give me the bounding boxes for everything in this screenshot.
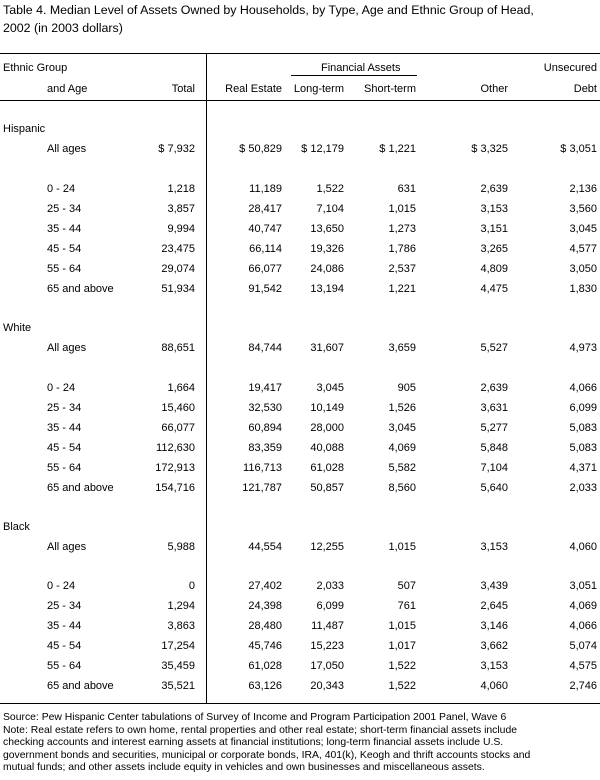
cell-long-term: 40,088	[310, 442, 344, 454]
row-label: 55 - 64	[47, 660, 82, 672]
table-title	[3, 1, 597, 37]
cell-debt: 5,074	[569, 640, 597, 652]
table-row	[0, 283, 600, 299]
row-label: All ages	[47, 541, 87, 553]
cell-short-term: 1,221	[388, 283, 416, 295]
cell-total: 35,459	[161, 660, 195, 672]
cell-short-term: 3,659	[388, 342, 416, 354]
cell-long-term: 13,194	[310, 283, 344, 295]
row-label: 65 and above	[47, 283, 114, 295]
row-label: 45 - 54	[47, 442, 82, 454]
cell-other: 2,639	[480, 382, 508, 394]
header-ethnic-group: Ethnic Group	[3, 62, 68, 74]
cell-real-estate: 63,126	[248, 680, 282, 692]
cell-total: 1,664	[167, 382, 195, 394]
cell-real-estate: 61,028	[248, 660, 282, 672]
cell-short-term: 1,015	[388, 203, 416, 215]
cell-total: 0	[188, 580, 195, 592]
cell-other: 3,153	[480, 660, 508, 672]
cell-total: 3,863	[167, 620, 195, 632]
cell-real-estate: 28,480	[248, 620, 282, 632]
cell-debt: 1,830	[569, 283, 597, 295]
cell-total: 3,857	[167, 203, 195, 215]
cell-short-term: 1,015	[388, 620, 416, 632]
cell-other: 3,439	[480, 580, 508, 592]
cell-total: 17,254	[161, 640, 195, 652]
row-label: 0 - 24	[47, 580, 76, 592]
cell-debt: 4,066	[569, 382, 597, 394]
financial-assets-rule	[291, 75, 417, 76]
group-label-black: Black	[3, 521, 30, 533]
cell-long-term: $ 12,179	[301, 143, 344, 155]
cell-debt: 4,060	[569, 541, 597, 553]
note-line: government bonds and securities, municipal or corporate bonds, IRA, 401(k), Keogh and thrift accounts stocks and	[3, 749, 531, 761]
header-short-term: Short-term	[364, 83, 416, 95]
cell-debt: 5,083	[569, 422, 597, 434]
row-label: 65 and above	[47, 680, 114, 692]
cell-other: 3,151	[480, 223, 508, 235]
cell-long-term: 11,487	[311, 620, 344, 632]
cell-real-estate: 83,359	[248, 442, 282, 454]
cell-debt: 4,371	[569, 462, 597, 474]
table-row	[0, 640, 600, 656]
cell-long-term: 13,650	[310, 223, 344, 235]
cell-short-term: 1,015	[388, 541, 416, 553]
table-row	[0, 203, 600, 219]
cell-real-estate: 24,398	[248, 600, 282, 612]
cell-real-estate: 40,747	[248, 223, 282, 235]
table-row	[0, 482, 600, 498]
cell-debt: $ 3,051	[560, 143, 597, 155]
row-label: 35 - 44	[47, 620, 82, 632]
table-row	[0, 580, 600, 596]
cell-long-term: 12,255	[310, 541, 344, 553]
note-line: Note: Real estate refers to own home, rental properties and other real estate; short-term financial assets include	[3, 724, 518, 736]
cell-real-estate: 121,787	[242, 482, 282, 494]
cell-long-term: 50,857	[310, 482, 344, 494]
cell-short-term: 1,017	[388, 640, 416, 652]
row-label: 35 - 44	[47, 223, 82, 235]
cell-short-term: 5,582	[388, 462, 416, 474]
cell-total: $ 7,932	[158, 143, 195, 155]
table-row	[0, 223, 600, 239]
cell-long-term: 6,099	[316, 600, 344, 612]
cell-long-term: 2,033	[316, 580, 344, 592]
cell-total: 9,994	[167, 223, 195, 235]
cell-short-term: 1,786	[388, 243, 416, 255]
title-line-2: 2002 (in 2003 dollars)	[3, 21, 123, 35]
note-line: checking accounts and interest earning assets at financial institutions; long-term financial assets include U.S.	[3, 737, 504, 748]
cell-long-term: 28,000	[310, 422, 344, 434]
cell-total: 1,294	[167, 600, 195, 612]
table-row	[0, 600, 600, 616]
top-rule	[0, 53, 600, 54]
cell-other: 3,153	[480, 541, 508, 553]
row-label: 65 and above	[47, 482, 114, 494]
cell-short-term: 8,560	[388, 482, 416, 494]
table-row	[0, 243, 600, 259]
cell-short-term: 507	[397, 580, 416, 592]
bottom-rule	[0, 703, 600, 704]
group-label-hispanic: Hispanic	[3, 123, 46, 135]
row-label: 55 - 64	[47, 462, 82, 474]
table-row	[0, 183, 600, 199]
row-label: 0 - 24	[47, 183, 76, 195]
cell-long-term: 61,028	[310, 462, 344, 474]
cell-short-term: 1,522	[388, 660, 416, 672]
cell-other: 5,277	[480, 422, 508, 434]
cell-debt: 3,045	[569, 223, 597, 235]
row-label: 0 - 24	[47, 382, 76, 394]
cell-total: 154,716	[155, 482, 195, 494]
table-row	[0, 382, 600, 398]
cell-short-term: 4,069	[388, 442, 416, 454]
cell-total: 23,475	[161, 243, 195, 255]
table-row	[0, 342, 600, 358]
cell-debt: 3,560	[569, 203, 597, 215]
cell-real-estate: 32,530	[248, 402, 282, 414]
cell-other: 2,645	[480, 600, 508, 612]
cell-debt: 4,069	[569, 600, 597, 612]
cell-other: $ 3,325	[471, 143, 508, 155]
table-row	[0, 680, 600, 696]
cell-real-estate: 66,077	[248, 263, 282, 275]
cell-other: 4,060	[480, 680, 508, 692]
title-line-1: Table 4. Median Level of Assets Owned by Households, by Type, Age and Ethnic Group of Head,	[3, 3, 534, 17]
cell-debt: 2,033	[569, 482, 597, 494]
cell-long-term: 3,045	[316, 382, 344, 394]
table-row	[0, 263, 600, 279]
cell-long-term: 24,086	[310, 263, 344, 275]
cell-total: 1,218	[167, 183, 195, 195]
cell-real-estate: 91,542	[248, 283, 282, 295]
row-label: 45 - 54	[47, 243, 82, 255]
cell-short-term: 905	[397, 382, 416, 394]
cell-long-term: 31,607	[310, 342, 344, 354]
cell-other: 5,527	[480, 342, 508, 354]
note-line: mutual funds; and other assets include equity in vehicles and own businesses and miscellaneous assets.	[3, 762, 485, 773]
table-row	[0, 462, 600, 478]
cell-total: 5,988	[167, 541, 195, 553]
cell-real-estate: 45,746	[248, 640, 282, 652]
cell-short-term: $ 1,221	[379, 143, 416, 155]
cell-other: 7,104	[480, 462, 508, 474]
cell-total: 51,934	[161, 283, 195, 295]
cell-other: 3,146	[480, 620, 508, 632]
cell-debt: 3,050	[569, 263, 597, 275]
header-other: Other	[480, 83, 508, 95]
cell-real-estate: $ 50,829	[239, 143, 282, 155]
cell-short-term: 1,273	[388, 223, 416, 235]
table-row	[0, 422, 600, 438]
table-row	[0, 620, 600, 636]
header-unsecured: Unsecured	[543, 62, 597, 74]
row-label: All ages	[47, 143, 87, 155]
row-label: 45 - 54	[47, 640, 82, 652]
cell-other: 3,662	[480, 640, 508, 652]
cell-total: 15,460	[161, 402, 195, 414]
cell-other: 3,265	[480, 243, 508, 255]
cell-other: 4,809	[480, 263, 508, 275]
cell-total: 35,521	[161, 680, 195, 692]
cell-long-term: 20,343	[310, 680, 344, 692]
cell-real-estate: 60,894	[248, 422, 282, 434]
cell-long-term: 19,326	[310, 243, 344, 255]
cell-real-estate: 19,417	[248, 382, 282, 394]
cell-other: 4,475	[480, 283, 508, 295]
cell-total: 88,651	[161, 342, 195, 354]
cell-real-estate: 28,417	[248, 203, 282, 215]
cell-debt: 4,973	[569, 342, 597, 354]
cell-long-term: 17,050	[310, 660, 344, 672]
cell-short-term: 761	[397, 600, 416, 612]
header-real-estate: Real Estate	[225, 83, 282, 95]
cell-real-estate: 27,402	[248, 580, 282, 592]
cell-real-estate: 84,744	[248, 342, 282, 354]
cell-debt: 4,066	[569, 620, 597, 632]
cell-short-term: 1,526	[388, 402, 416, 414]
source-note: Source: Pew Hispanic Center tabulations of Survey of Income and Program Participation 2001 Panel, Wave 6	[3, 712, 507, 723]
cell-long-term: 7,104	[316, 203, 344, 215]
cell-short-term: 631	[397, 183, 416, 195]
cell-real-estate: 44,554	[248, 541, 282, 553]
group-label-white: White	[3, 322, 32, 334]
header-debt: Debt	[573, 83, 597, 95]
cell-short-term: 1,522	[388, 680, 416, 692]
cell-other: 5,640	[480, 482, 508, 494]
cell-debt: 2,746	[569, 680, 597, 692]
cell-other: 3,153	[480, 203, 508, 215]
cell-total: 112,630	[156, 442, 195, 454]
table-notes	[3, 712, 599, 775]
header-total: Total	[171, 83, 195, 95]
table-row	[0, 660, 600, 676]
table-row	[0, 143, 600, 159]
cell-total: 29,074	[161, 263, 195, 275]
cell-other: 3,631	[480, 402, 508, 414]
cell-short-term: 2,537	[388, 263, 416, 275]
cell-debt: 3,051	[569, 580, 597, 592]
row-label: 25 - 34	[47, 203, 82, 215]
header-financial-assets: Financial Assets	[321, 62, 401, 74]
cell-long-term: 15,223	[310, 640, 344, 652]
cell-debt: 4,577	[569, 243, 597, 255]
cell-real-estate: 11,189	[249, 183, 282, 195]
cell-debt: 4,575	[569, 660, 597, 672]
row-label: 55 - 64	[47, 263, 82, 275]
row-label: 35 - 44	[47, 422, 82, 434]
cell-total: 66,077	[161, 422, 195, 434]
cell-other: 5,848	[480, 442, 508, 454]
cell-long-term: 1,522	[316, 183, 344, 195]
table-row	[0, 402, 600, 418]
cell-real-estate: 66,114	[249, 243, 282, 255]
row-label: 25 - 34	[47, 402, 82, 414]
header-rule	[0, 100, 600, 101]
table-row	[0, 541, 600, 557]
cell-real-estate: 116,713	[243, 462, 282, 474]
cell-long-term: 10,149	[310, 402, 344, 414]
cell-debt: 6,099	[569, 402, 597, 414]
header-long-term: Long-term	[293, 83, 344, 95]
row-label: All ages	[47, 342, 87, 354]
cell-debt: 5,083	[569, 442, 597, 454]
table-row	[0, 442, 600, 458]
header-and-age: and Age	[47, 83, 88, 95]
cell-other: 2,639	[480, 183, 508, 195]
cell-short-term: 3,045	[388, 422, 416, 434]
cell-debt: 2,136	[569, 183, 597, 195]
row-label: 25 - 34	[47, 600, 82, 612]
cell-total: 172,913	[155, 462, 195, 474]
